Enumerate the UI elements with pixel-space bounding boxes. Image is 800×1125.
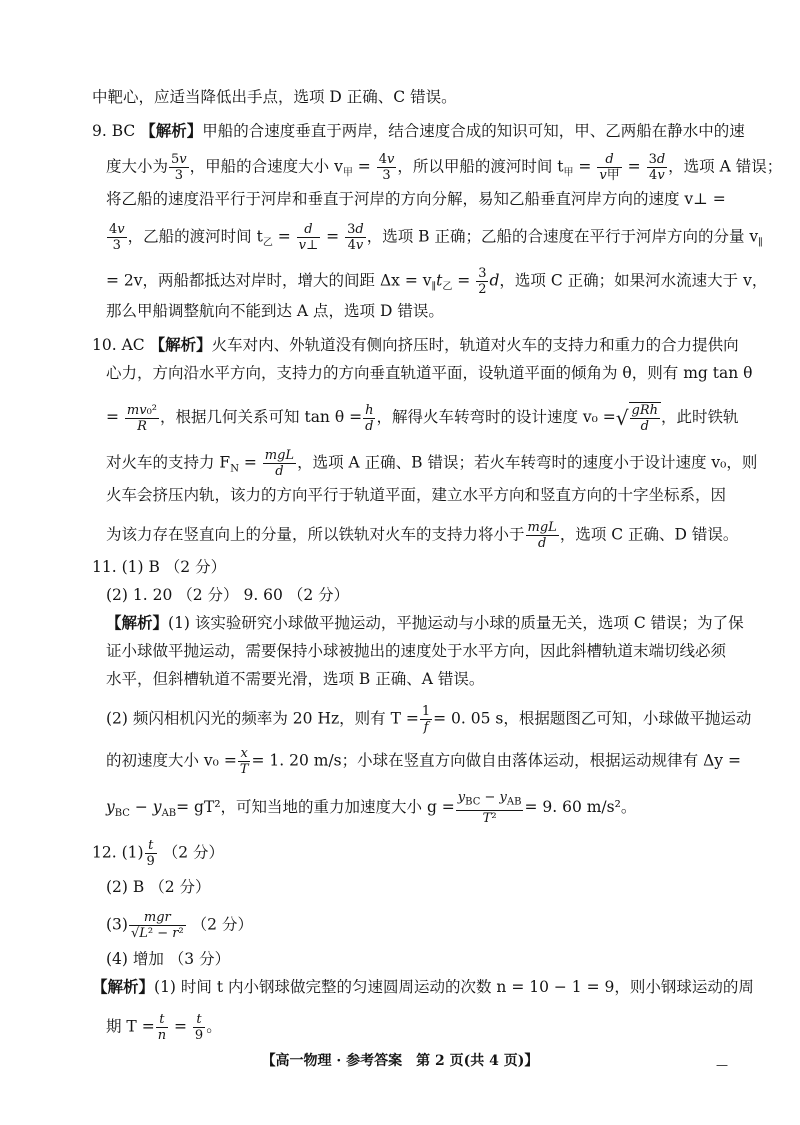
page-footer: 【高一物理 · 参考答案 第 2 页(共 4 页)】 (261, 1053, 539, 1069)
q11-line-6: (2) 频闪相机闪光的频率为 20 Hz，则有 T = $\frac{1}{f}$ = 0. 05 s，根据题图乙可知，小球做平抛运动 (106, 704, 752, 735)
q10-line-2: 心力，方向沿水平方向，支持力的方向垂直轨道平面，设轨道平面的倾角为 θ，则有 mg tan θ (106, 364, 753, 382)
q11-line-3: 【解析】(1) 该实验研究小球做平抛运动，平抛运动与小球的质量无关，选项 C 错误；为了保 (106, 613, 744, 632)
q11-line-5: 水平，但斜槽轨道不需要光滑，选项 B 正确、A 错误。 (106, 670, 485, 688)
q12-line-6: 期 T = $\frac{t}{n}$ = $\frac{t}{9}$ 。 (106, 1012, 222, 1043)
q8-end: 中靶心，应适当降低出手点，选项 D 正确、C 错误。 (92, 88, 457, 106)
q9-line-5: = 2v，两船都抵达对岸时，增大的间距 $\Delta x = v_\parallel t_乙$ = $\frac{3}{2}$ d，选项 C 正确；如果河水流速大于 v， (106, 266, 768, 297)
q9-line-4: $\frac{4v}{3}$ ，乙船的渡河时间 $t_乙$ = $\frac{d}{v\perp}$ = $\frac{3d}{4v}$ ，选项 B 正确；乙船的合速度在平行于河岸方向的分量 $v_\parallel$ (109, 222, 763, 253)
q9-line-6: 那么甲船调整航向不能到达 A 点，选项 D 错误。 (106, 302, 444, 320)
q12-line-5: 【解析】(1) 时间 t 内小钢球做完整的匀速圆周运动的次数 n = 10 − 1 = 9，则小钢球运动的周 (92, 977, 754, 996)
q12-line-2: (2) B （2 分） (106, 878, 211, 896)
q9-line-3: 将乙船的速度沿平行于河岸和垂直于河岸的方向分解，易知乙船垂直河岸方向的速度 v⊥ = (106, 190, 726, 208)
corner-mark: — (716, 1058, 728, 1072)
q9-line-2: 度大小为 $\frac{5v}{3}$ ，甲船的合速度大小 $v_甲$ = $\frac{4v}{3}$ ，所以甲船的渡河时间 $t_甲$ = d v甲 = $\frac{3d}{4v}$ ，选项 A 错误； (106, 152, 783, 183)
q12-line-4: (4) 增加 （3 分） (106, 950, 231, 968)
q10-line-5: 火车会挤压内轨，该力的方向平行于轨道平面，建立水平方向和竖直方向的十字坐标系，因 (106, 486, 727, 504)
q10-line-6: 为该力存在竖直向上的分量，所以铁轨对火车的支持力将小于 mgL d ，选项 C 正确、D 错误。 (106, 520, 739, 551)
q11-line-4: 证小球做平抛运动，需要保持小球被抛出的速度处于水平方向，因此斜槽轨道末端切线必须 (106, 642, 727, 660)
q9-line-1: 9. BC 【解析】甲船的合速度垂直于两岸，结合速度合成的知识可知，甲、乙两船在静水中的速 (92, 121, 745, 140)
q11-line-7: 的初速度大小 v₀ = $\frac{x}{T}$ = 1. 20 m/s；小球在竖直方向做自由落体运动，根据运动规律有 Δy = (106, 746, 741, 777)
analysis-tag: 【解析】 (92, 977, 155, 996)
q10-line-1: 10. AC 【解析】火车对内、外轨道没有侧向挤压时，轨道对火车的支持力和重力的合力提供向 (92, 335, 739, 354)
q12-line-3: (3) mgr √L² − r² （2 分） (106, 910, 253, 941)
analysis-tag: 【解析】 (140, 121, 203, 140)
analysis-tag: 【解析】 (149, 335, 212, 354)
q12-line-1: 12. (1) $\frac{t}{9}$ （2 分） (92, 838, 225, 869)
q10-line-4: 对火车的支持力 $F_N$ = mgL d ，选项 A 正确、B 错误；若火车转弯时的速度小于设计速度 v₀，则 (106, 448, 758, 479)
q11-line-1: 11. (1) B （2 分） (92, 558, 227, 576)
analysis-tag: 【解析】 (106, 613, 169, 632)
q11-line-2: (2) 1. 20 （2 分） 9. 60 （2 分） (106, 586, 350, 604)
q11-line-8: $y_{BC} - y_{AB}= gT^2$，可知当地的重力加速度大小 g = $y_{BC} - y_{AB}$ T² = 9. 60 m/s²。 (106, 790, 637, 826)
q10-line-3: = $\frac{\text{mv₀²}}{R}$ ，根据几何关系可知 tan θ = $\frac{h}{d}$ ，解得火车转弯时的设计速度 v₀ =√ gRh d ，此时铁轨 (106, 402, 739, 434)
